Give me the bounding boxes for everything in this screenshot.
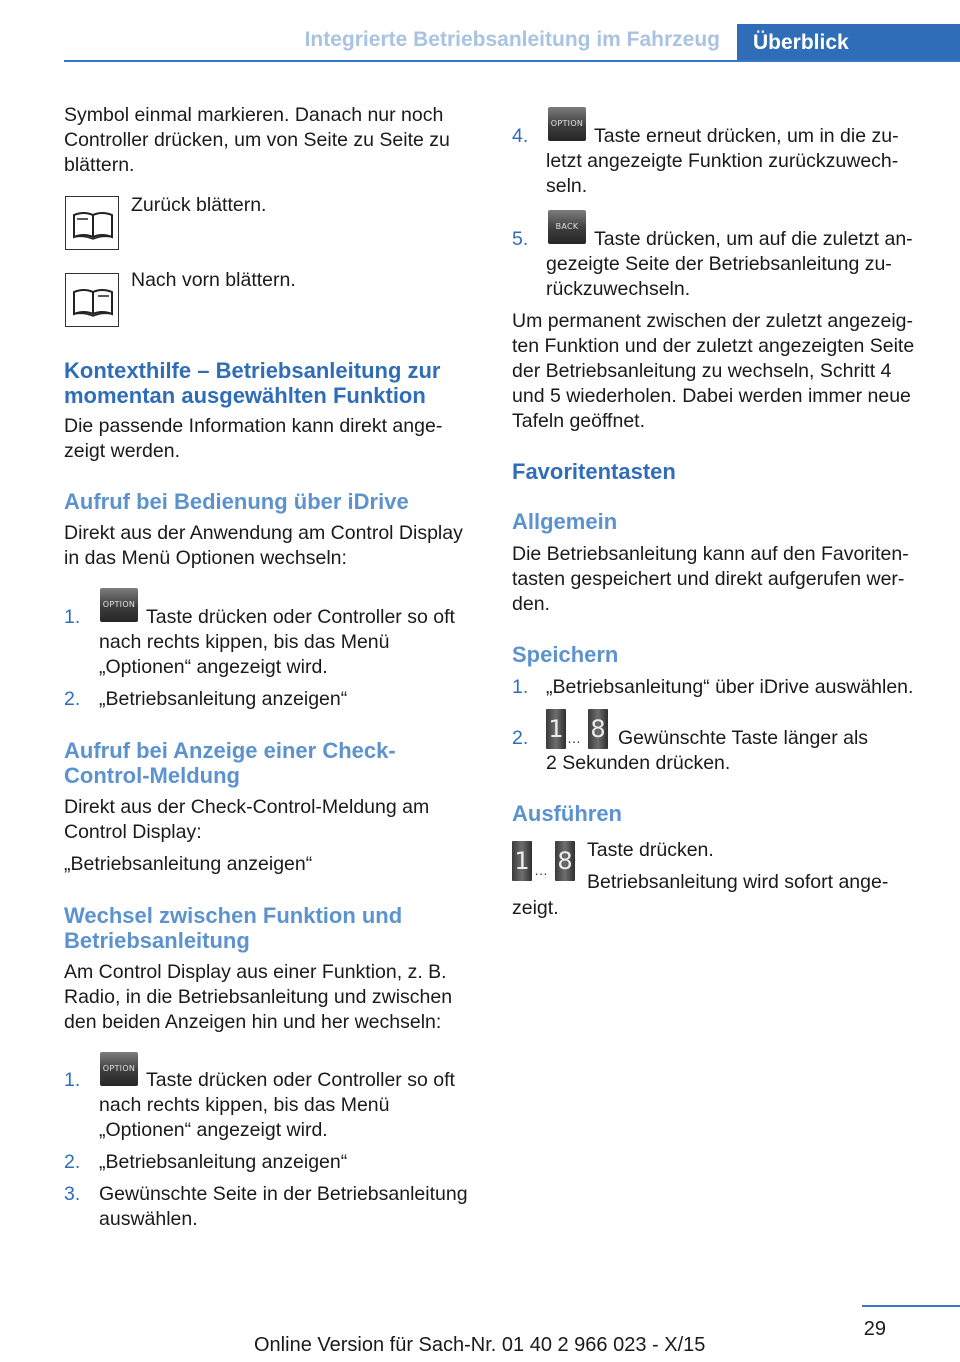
heading-execute: Ausführen <box>512 801 622 826</box>
step-text: Taste erneut drücken, um in die zu- <box>594 125 899 147</box>
step-text: „Betriebsanleitung“ über iDrive auswählen. <box>546 676 914 698</box>
permanent-text: Tafeln geöffnet. <box>512 410 645 432</box>
context-text: Die passende Information kann direkt ange- <box>64 415 443 437</box>
favorite-key-8-icon: 8 <box>555 841 575 881</box>
context-text: zeigt werden. <box>64 440 180 462</box>
check-text: Control Display: <box>64 821 202 843</box>
step-number: 1. <box>64 1069 81 1091</box>
idrive-text: in das Menü Optionen wechseln: <box>64 547 347 569</box>
heading-context-help: momentan ausgewählten Funktion <box>64 383 426 408</box>
general-text: den. <box>512 593 550 615</box>
check-result: „Betriebsanleitung anzeigen“ <box>64 853 313 875</box>
heading-switch: Betriebsanleitung <box>64 928 250 953</box>
step-text: seln. <box>546 175 588 197</box>
switch-text: Radio, in die Betriebsanleitung und zwischen <box>64 986 453 1008</box>
option-key-icon: OPTION <box>548 107 586 141</box>
step-number: 5. <box>512 228 529 250</box>
step-text: letzt angezeigte Funktion zurückzuwech- <box>546 150 899 172</box>
step-text: Gewünschte Seite in der Betriebsanleitung <box>99 1183 468 1205</box>
ellipsis-icon: … <box>567 730 581 746</box>
step-text: gezeigte Seite der Betriebsanleitung zu- <box>546 253 892 275</box>
step-text: Taste drücken oder Controller so oft <box>146 606 455 628</box>
page-number: 29 <box>863 1318 886 1340</box>
permanent-text: Um permanent zwischen der zuletzt angezeig- <box>512 310 914 332</box>
permanent-text: ten Funktion und der zuletzt angezeigten Seite <box>512 335 915 357</box>
step-text: „Betriebsanleitung anzeigen“ <box>99 688 348 710</box>
check-text: Direkt aus der Check-Control-Meldung am <box>64 796 430 818</box>
option-key-icon: OPTION <box>100 1052 138 1086</box>
heading-check-control: Aufruf bei Anzeige einer Check- <box>64 738 396 763</box>
execute-text: zeigt. <box>512 897 559 919</box>
favorite-key-1-icon: 1 <box>512 841 532 881</box>
step-text: „Optionen“ angezeigt wird. <box>99 656 328 678</box>
step-number: 1. <box>512 676 529 698</box>
heading-switch: Wechsel zwischen Funktion und <box>64 903 403 928</box>
ellipsis-icon: … <box>534 862 548 878</box>
page-forward-icon <box>65 273 119 327</box>
step-text: 2 Sekunden drücken. <box>546 752 731 774</box>
running-header-section: Integrierte Betriebsanleitung im Fahrzeug <box>304 28 720 51</box>
step-text: Taste drücken oder Controller so oft <box>146 1069 455 1091</box>
back-key-icon: BACK <box>548 210 586 244</box>
execute-text: Betriebsanleitung wird sofort ange- <box>587 871 889 893</box>
permanent-text: der Betriebsanleitung zu wechseln, Schritt 4 <box>512 360 892 382</box>
running-header-tab: Überblick <box>737 24 960 61</box>
step-text: nach rechts kippen, bis das Menü <box>99 1094 390 1116</box>
favorite-key-8-icon: 8 <box>588 709 608 749</box>
heading-check-control: Control-Meldung <box>64 763 240 788</box>
intro-line: Controller drücken, um von Seite zu Seite zu <box>64 129 450 151</box>
step-number: 2. <box>64 1151 81 1173</box>
heading-idrive: Aufruf bei Bedienung über iDrive <box>64 489 409 514</box>
header-rule <box>64 60 960 62</box>
permanent-text: und 5 wiederholen. Dabei werden immer neue <box>512 385 911 407</box>
step-number: 2. <box>512 727 529 749</box>
online-version-note: Online Version für Sach-Nr. 01 40 2 966 023 - X/15 <box>254 1334 706 1356</box>
intro-line: Symbol einmal markieren. Danach nur noch <box>64 104 444 126</box>
step-text: Taste drücken, um auf die zuletzt an- <box>594 228 913 250</box>
heading-context-help: Kontexthilfe – Betriebsanleitung zur <box>64 358 441 383</box>
option-key-icon: OPTION <box>100 588 138 622</box>
general-text: tasten gespeichert und direkt aufgerufen wer- <box>512 568 905 590</box>
switch-text: den beiden Anzeigen hin und her wechseln: <box>64 1011 442 1033</box>
step-text: „Betriebsanleitung anzeigen“ <box>99 1151 348 1173</box>
execute-text: Taste drücken. <box>587 839 714 861</box>
step-number: 1. <box>64 606 81 628</box>
step-text: „Optionen“ angezeigt wird. <box>99 1119 328 1141</box>
footer-rule <box>862 1305 960 1307</box>
favorite-key-1-icon: 1 <box>546 709 566 749</box>
step-number: 4. <box>512 125 529 147</box>
step-text: nach rechts kippen, bis das Menü <box>99 631 390 653</box>
step-number: 3. <box>64 1183 81 1205</box>
heading-save: Speichern <box>512 642 619 667</box>
general-text: Die Betriebsanleitung kann auf den Favoriten- <box>512 543 909 565</box>
switch-text: Am Control Display aus einer Funktion, z. B. <box>64 961 447 983</box>
page-forward-label: Nach vorn blättern. <box>131 269 296 291</box>
step-number: 2. <box>64 688 81 710</box>
page-back-label: Zurück blättern. <box>131 194 267 216</box>
step-text: rückzuwechseln. <box>546 278 691 300</box>
heading-favorites: Favoritentasten <box>512 459 676 484</box>
intro-line: blättern. <box>64 154 135 176</box>
page-back-icon <box>65 196 119 250</box>
idrive-text: Direkt aus der Anwendung am Control Display <box>64 522 463 544</box>
step-text: auswählen. <box>99 1208 198 1230</box>
step-text: Gewünschte Taste länger als <box>618 727 869 749</box>
heading-general: Allgemein <box>512 509 618 534</box>
